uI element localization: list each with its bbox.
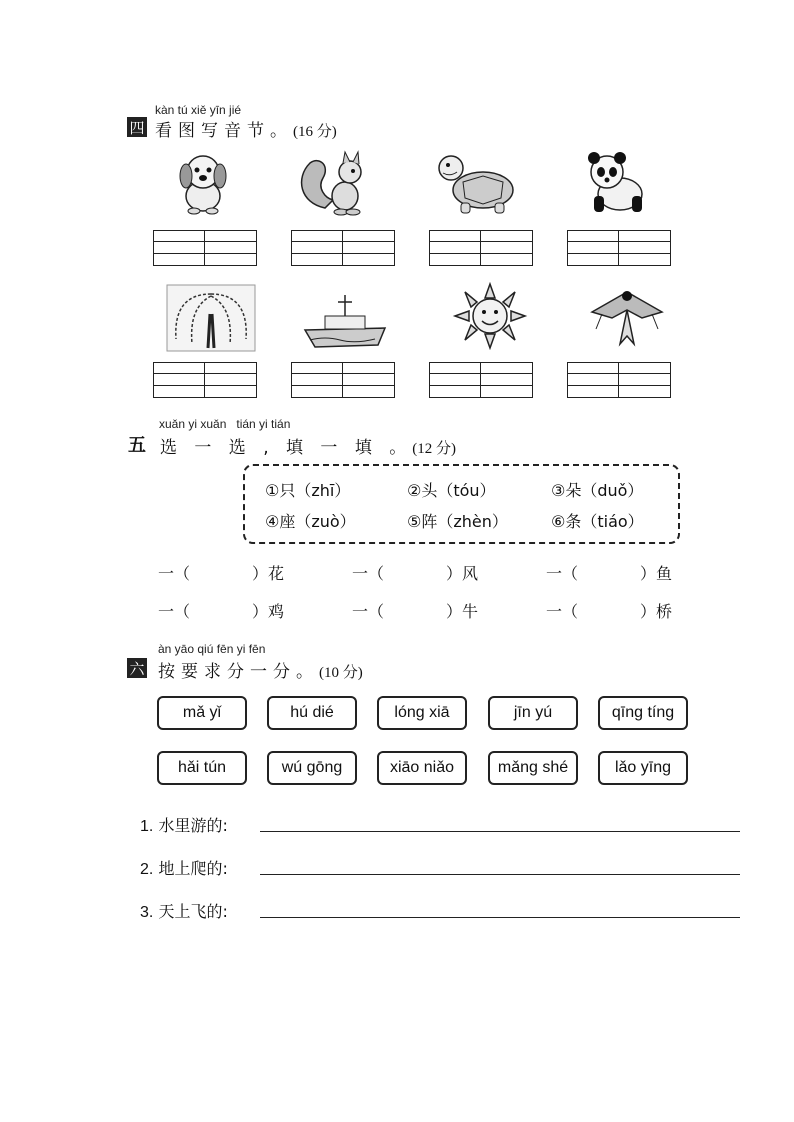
options-box <box>243 464 680 544</box>
question-number: 3. <box>140 904 154 921</box>
blank-prefix: 一（ <box>158 564 191 583</box>
option-3: ③朵（duǒ） <box>551 481 644 500</box>
blank-prefix: 一（ <box>352 602 385 621</box>
option-2: ②头（tóu） <box>407 481 496 500</box>
question-2 <box>140 856 228 879</box>
section6-title: 按要求分一分。 <box>158 662 319 682</box>
blank-prefix: 一（ <box>352 564 385 583</box>
blank-item[interactable] <box>546 599 672 622</box>
syllable-grid[interactable] <box>429 230 533 266</box>
syllable-grid[interactable] <box>567 230 671 266</box>
section4-pinyin: kàn tú xiě yīn jié <box>155 103 242 117</box>
blank-suffix: ）花 <box>252 564 285 583</box>
blank-item[interactable] <box>546 561 672 584</box>
question-label: 天上飞的: <box>158 902 228 921</box>
blank-suffix: ）桥 <box>640 602 673 621</box>
word-card[interactable]: hú dié <box>267 696 357 730</box>
blank-item[interactable] <box>158 561 284 584</box>
word-card[interactable]: lǎo yīng <box>598 751 688 785</box>
kite-icon <box>582 284 672 352</box>
blank-suffix: ）风 <box>446 564 479 583</box>
syllable-grid[interactable] <box>291 362 395 398</box>
word-card[interactable]: xiāo niǎo <box>377 751 467 785</box>
option-1: ①只（zhī） <box>265 481 351 500</box>
turtle-icon <box>433 148 523 216</box>
answer-line-1[interactable] <box>260 831 740 832</box>
blank-item[interactable] <box>352 561 478 584</box>
question-number: 2. <box>140 861 154 878</box>
section5-number: 五 <box>128 435 146 456</box>
section4-number: 四 <box>127 117 147 137</box>
boat-icon <box>300 290 390 358</box>
syllable-grid[interactable] <box>567 362 671 398</box>
word-card[interactable]: wú gōng <box>267 751 357 785</box>
word-card[interactable]: jīn yú <box>488 696 578 730</box>
syllable-grid[interactable] <box>153 362 257 398</box>
question-label: 地上爬的: <box>158 859 228 878</box>
syllable-grid[interactable] <box>291 230 395 266</box>
section6-heading <box>158 657 363 682</box>
section6-score: (10 分) <box>319 665 363 681</box>
answer-line-2[interactable] <box>260 874 740 875</box>
section6-number: 六 <box>127 658 147 678</box>
word-card[interactable]: lóng xiā <box>377 696 467 730</box>
section4-score: (16 分) <box>293 124 337 140</box>
section4-title: 看图写音节。 <box>155 121 293 141</box>
blank-item[interactable] <box>352 599 478 622</box>
section5-pinyin: xuǎn yi xuǎn tián yi tián <box>159 417 291 431</box>
word-card[interactable]: qīng tíng <box>598 696 688 730</box>
question-label: 水里游的: <box>158 816 228 835</box>
option-5: ⑤阵（zhèn） <box>407 512 508 531</box>
blank-suffix: ）鸡 <box>252 602 285 621</box>
section5-score: (12 分) <box>412 441 456 457</box>
squirrel-icon <box>295 148 385 216</box>
blank-suffix: ）牛 <box>446 602 479 621</box>
willow-tree-icon <box>166 284 256 352</box>
question-3 <box>140 899 228 922</box>
answer-line-3[interactable] <box>260 917 740 918</box>
blank-suffix: ）鱼 <box>640 564 673 583</box>
syllable-grid[interactable] <box>153 230 257 266</box>
section6-pinyin: àn yāo qiú fēn yi fēn <box>158 642 266 656</box>
blank-prefix: 一（ <box>158 602 191 621</box>
syllable-grid[interactable] <box>429 362 533 398</box>
blank-item[interactable] <box>158 599 284 622</box>
question-number: 1. <box>140 818 154 835</box>
puppy-icon <box>158 148 248 216</box>
question-1 <box>140 813 228 836</box>
blank-prefix: 一（ <box>546 564 579 583</box>
word-card[interactable]: mǎ yǐ <box>157 696 247 730</box>
word-card[interactable]: hǎi tún <box>157 751 247 785</box>
section4-heading <box>155 116 337 141</box>
blank-prefix: 一（ <box>546 602 579 621</box>
option-4: ④座（zuò） <box>265 512 356 531</box>
option-6: ⑥条（tiáo） <box>551 512 644 531</box>
sun-icon <box>445 282 535 350</box>
section5-title: 选 一 选 , 填 一 填 。 <box>160 438 413 458</box>
panda-icon <box>572 148 662 216</box>
word-card[interactable]: mǎng shé <box>488 751 578 785</box>
section5-heading <box>160 433 456 458</box>
